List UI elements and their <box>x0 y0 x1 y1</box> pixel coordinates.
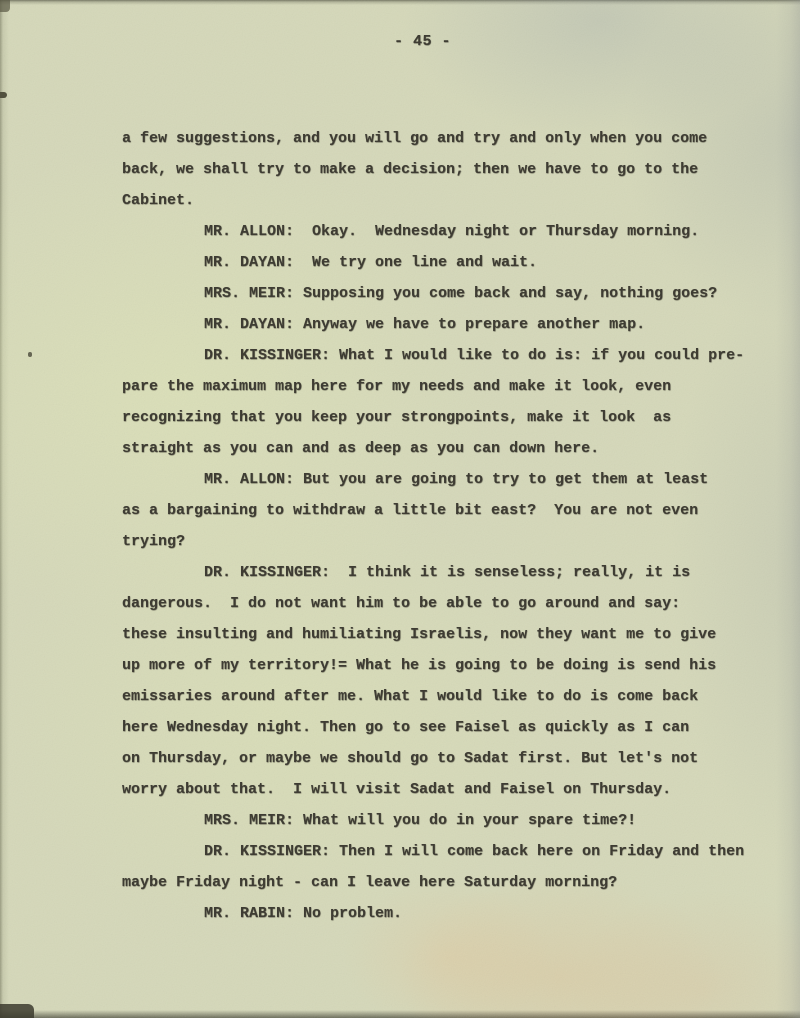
text-line: recognizing that you keep your strongpoints, make it look as <box>122 409 672 426</box>
page-number: - 45 - <box>394 33 452 50</box>
text-line: a few suggestions, and you will go and try and only when you come <box>122 130 708 147</box>
text-line: worry about that. I will visit Sadat and Faisel on Thursday. <box>122 781 672 798</box>
text-line: here Wednesday night. Then go to see Faisel as quickly as I can <box>122 719 690 736</box>
text-line: on Thursday, or maybe we should go to Sadat first. But let's not <box>122 750 699 767</box>
text-line: emissaries around after me. What I would like to do is come back <box>122 688 699 705</box>
text-line: pare the maximum map here for my needs and make it look, even <box>122 378 672 395</box>
text-line: MRS. MEIR: Supposing you come back and say, nothing goes? <box>204 285 718 302</box>
text-line: as a bargaining to withdraw a little bit east? You are not even <box>122 502 699 519</box>
scan-artifact-speck <box>28 352 32 357</box>
text-line: MR. DAYAN: Anyway we have to prepare another map. <box>204 316 646 333</box>
text-line: straight as you can and as deep as you can down here. <box>122 440 600 457</box>
text-line: up more of my territory!= What he is going to be doing is send his <box>122 657 717 674</box>
text-line: MR. ALLON: But you are going to try to get them at least <box>204 471 709 488</box>
scan-artifact-left-edge-dash <box>0 92 7 98</box>
text-line: trying? <box>122 533 186 550</box>
text-line: MRS. MEIR: What will you do in your spare time?! <box>204 812 637 829</box>
text-line: MR. RABIN: No problem. <box>204 905 403 922</box>
text-line: DR. KISSINGER: I think it is senseless; really, it is <box>204 564 691 581</box>
document-body <box>122 123 762 929</box>
text-line: dangerous. I do not want him to be able to go around and say: <box>122 595 681 612</box>
text-line: these insulting and humiliating Israelis, now they want me to give <box>122 626 717 643</box>
scan-artifact-top-left-corner <box>0 0 10 12</box>
scan-artifact-bottom-left-corner <box>0 1004 34 1018</box>
text-line: Cabinet. <box>122 192 195 209</box>
text-line: MR. ALLON: Okay. Wednesday night or Thursday morning. <box>204 223 700 240</box>
text-line: DR. KISSINGER: Then I will come back here on Friday and then <box>204 843 745 860</box>
text-line: MR. DAYAN: We try one line and wait. <box>204 254 538 271</box>
text-line: maybe Friday night - can I leave here Saturday morning? <box>122 874 618 891</box>
text-line: back, we shall try to make a decision; then we have to go to the <box>122 161 699 178</box>
text-line: DR. KISSINGER: What I would like to do is: if you could pre- <box>204 347 745 364</box>
